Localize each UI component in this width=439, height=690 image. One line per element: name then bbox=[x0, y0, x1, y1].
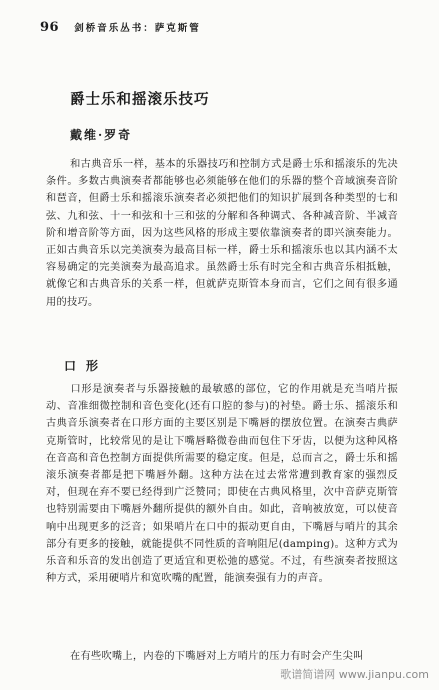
article-author: 戴维·罗奇 bbox=[70, 128, 133, 142]
section-paragraph-2 bbox=[46, 648, 398, 666]
series-title: 剑桥音乐丛书：萨克斯管 bbox=[74, 23, 201, 34]
intro-paragraph-text: 和古典音乐一样，基本的乐器技巧和控制方式是爵士乐和摇滚乐的先决条件。多数古典演奏者都能够也必须能够在他们的乐器的整个音域演奏音阶和琶音，但爵士乐和摇滚乐演奏者必须把他们的知识扩展到各种类型的七和弦、九和弦、十一和弦和十三和弦的分解和各种调式、各种减音阶、半减音阶和增音阶等方面，因为这些风格的形成主要依靠演奏者的即兴演奏能力。正如古典音乐以完美演奏为最高目标一样，爵士乐和摇滚乐也以其内涵不太容易确定的完美演奏为最高追求。虽然爵士乐有时完全和古典音乐相抵触，就像它和古典音乐的关系一样，但就萨克斯管本身而言，它们之间有很多通用的技巧。 bbox=[46, 159, 398, 308]
running-head bbox=[40, 16, 201, 35]
page-number: 96 bbox=[40, 20, 60, 35]
section-paragraph-2-text: 在有些吹嘴上，内卷的下嘴唇对上方哨片的压力有时会产生尖叫 bbox=[70, 651, 364, 662]
section-paragraph-1-text: 口形是演奏者与乐器接触的最敏感的部位，它的作用就是充当哨片振动、音准细微控制和音色变化(还有口腔的参与)的衬垫。爵士乐、摇滚乐和古典音乐演奏者在口形方面的主要区别是下嘴唇的摆放位置。在演奏古典萨克斯管时，比较常见的是让下嘴唇略微卷曲而包住下牙齿，以便为这种风格在音高和音色控制方面提供所需要的稳定度。但是，总而言之，爵士乐和摇滚乐演奏者都是把下嘴唇外翻。这种方法在过去常常遭到教育家的强烈反对，但现在弃不要已经得到广泛赞同；即使在古典风格里，次中音萨克斯管也特别需要由下嘴唇外翻所提供的额外自由。如此，音响被放宽，可以使音响中出现更多的泛音；如果哨片在口中的振动更自由，下嘴唇与哨片的其余部分有更多的接触，就能提供不同性质的音响阻尼(damping)。这种方式为乐音和乐音的发出创造了更适宜和更松弛的感觉。不过，有些演奏者按照这种方式，采用硬哨片和宽吹嘴的配置，能演奏强有力的声音。 bbox=[46, 384, 398, 585]
intro-paragraph bbox=[46, 156, 398, 330]
section-heading: 口形 bbox=[64, 359, 109, 373]
article-title: 爵士乐和摇滚乐技巧 bbox=[70, 91, 210, 108]
section-paragraph-1 bbox=[46, 381, 398, 643]
site-watermark: 歌谱简谱网 www.jianpu.com bbox=[280, 668, 429, 681]
